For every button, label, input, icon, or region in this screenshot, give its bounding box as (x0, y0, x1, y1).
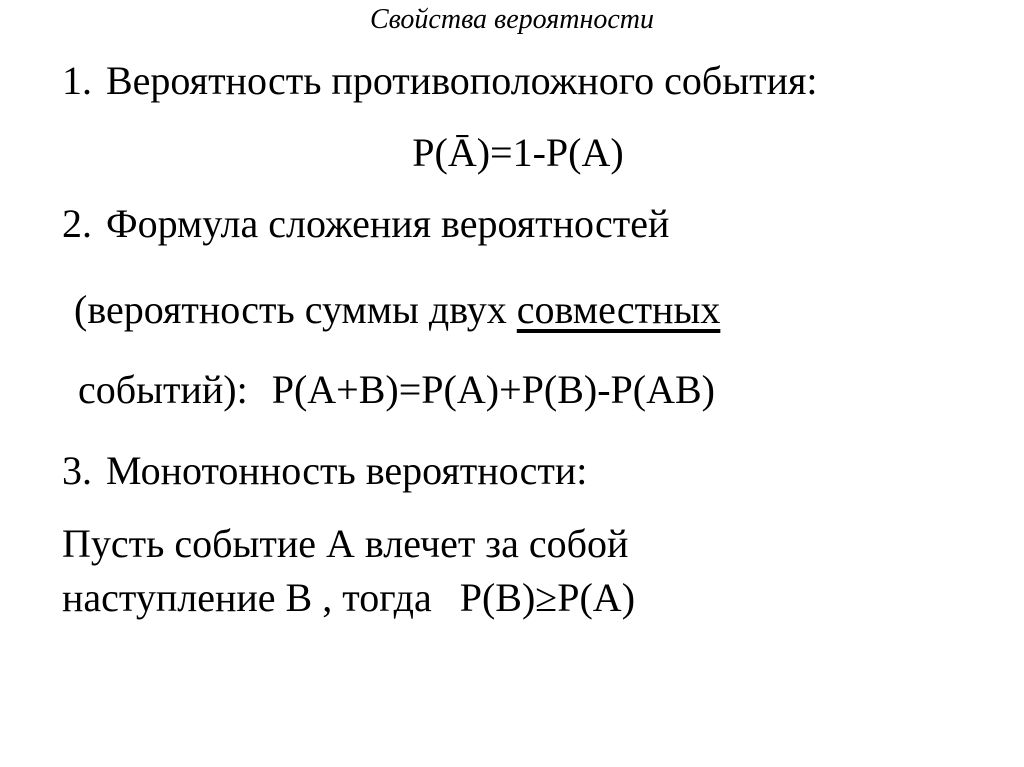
monotonicity-formula: P(B)≥P(A) (459, 575, 636, 620)
item-3-heading-text: Монотонность вероятности: (106, 448, 588, 493)
complement-formula-prefix: P( (412, 130, 448, 175)
item-3-body-line-2-prefix: наступление В , тогда (62, 575, 432, 620)
item-1-heading-text: Вероятность противоположного события: (106, 58, 818, 103)
item-2-line-2 (74, 287, 720, 333)
item-2-line-3 (78, 367, 715, 413)
item-3-number: 3. (62, 448, 92, 493)
item-2-line-3-prefix: событий): (78, 367, 248, 412)
slide-title: Свойства вероятности (369, 4, 655, 35)
item-2-heading-text: Формула сложения вероятностей (106, 201, 670, 246)
addition-formula: P(A+B)=P(A)+P(B)-P(AB) (271, 367, 715, 412)
item-3-heading (62, 448, 587, 494)
complement-event: Ā (447, 130, 477, 175)
item-1-heading (62, 58, 817, 104)
joint-events-term: совместных (516, 287, 721, 332)
item-2-number: 2. (62, 201, 92, 246)
item-2-line-2-prefix: (вероятность суммы двух (74, 287, 517, 332)
complement-formula (6, 130, 1024, 176)
item-2-heading (62, 201, 669, 247)
item-3-body-line-1: Пусть событие А влечет за собой (62, 521, 629, 566)
complement-formula-suffix: )=1-P(A) (476, 130, 624, 175)
item-3-body-line-2 (62, 575, 635, 621)
item-1-number: 1. (62, 58, 92, 103)
